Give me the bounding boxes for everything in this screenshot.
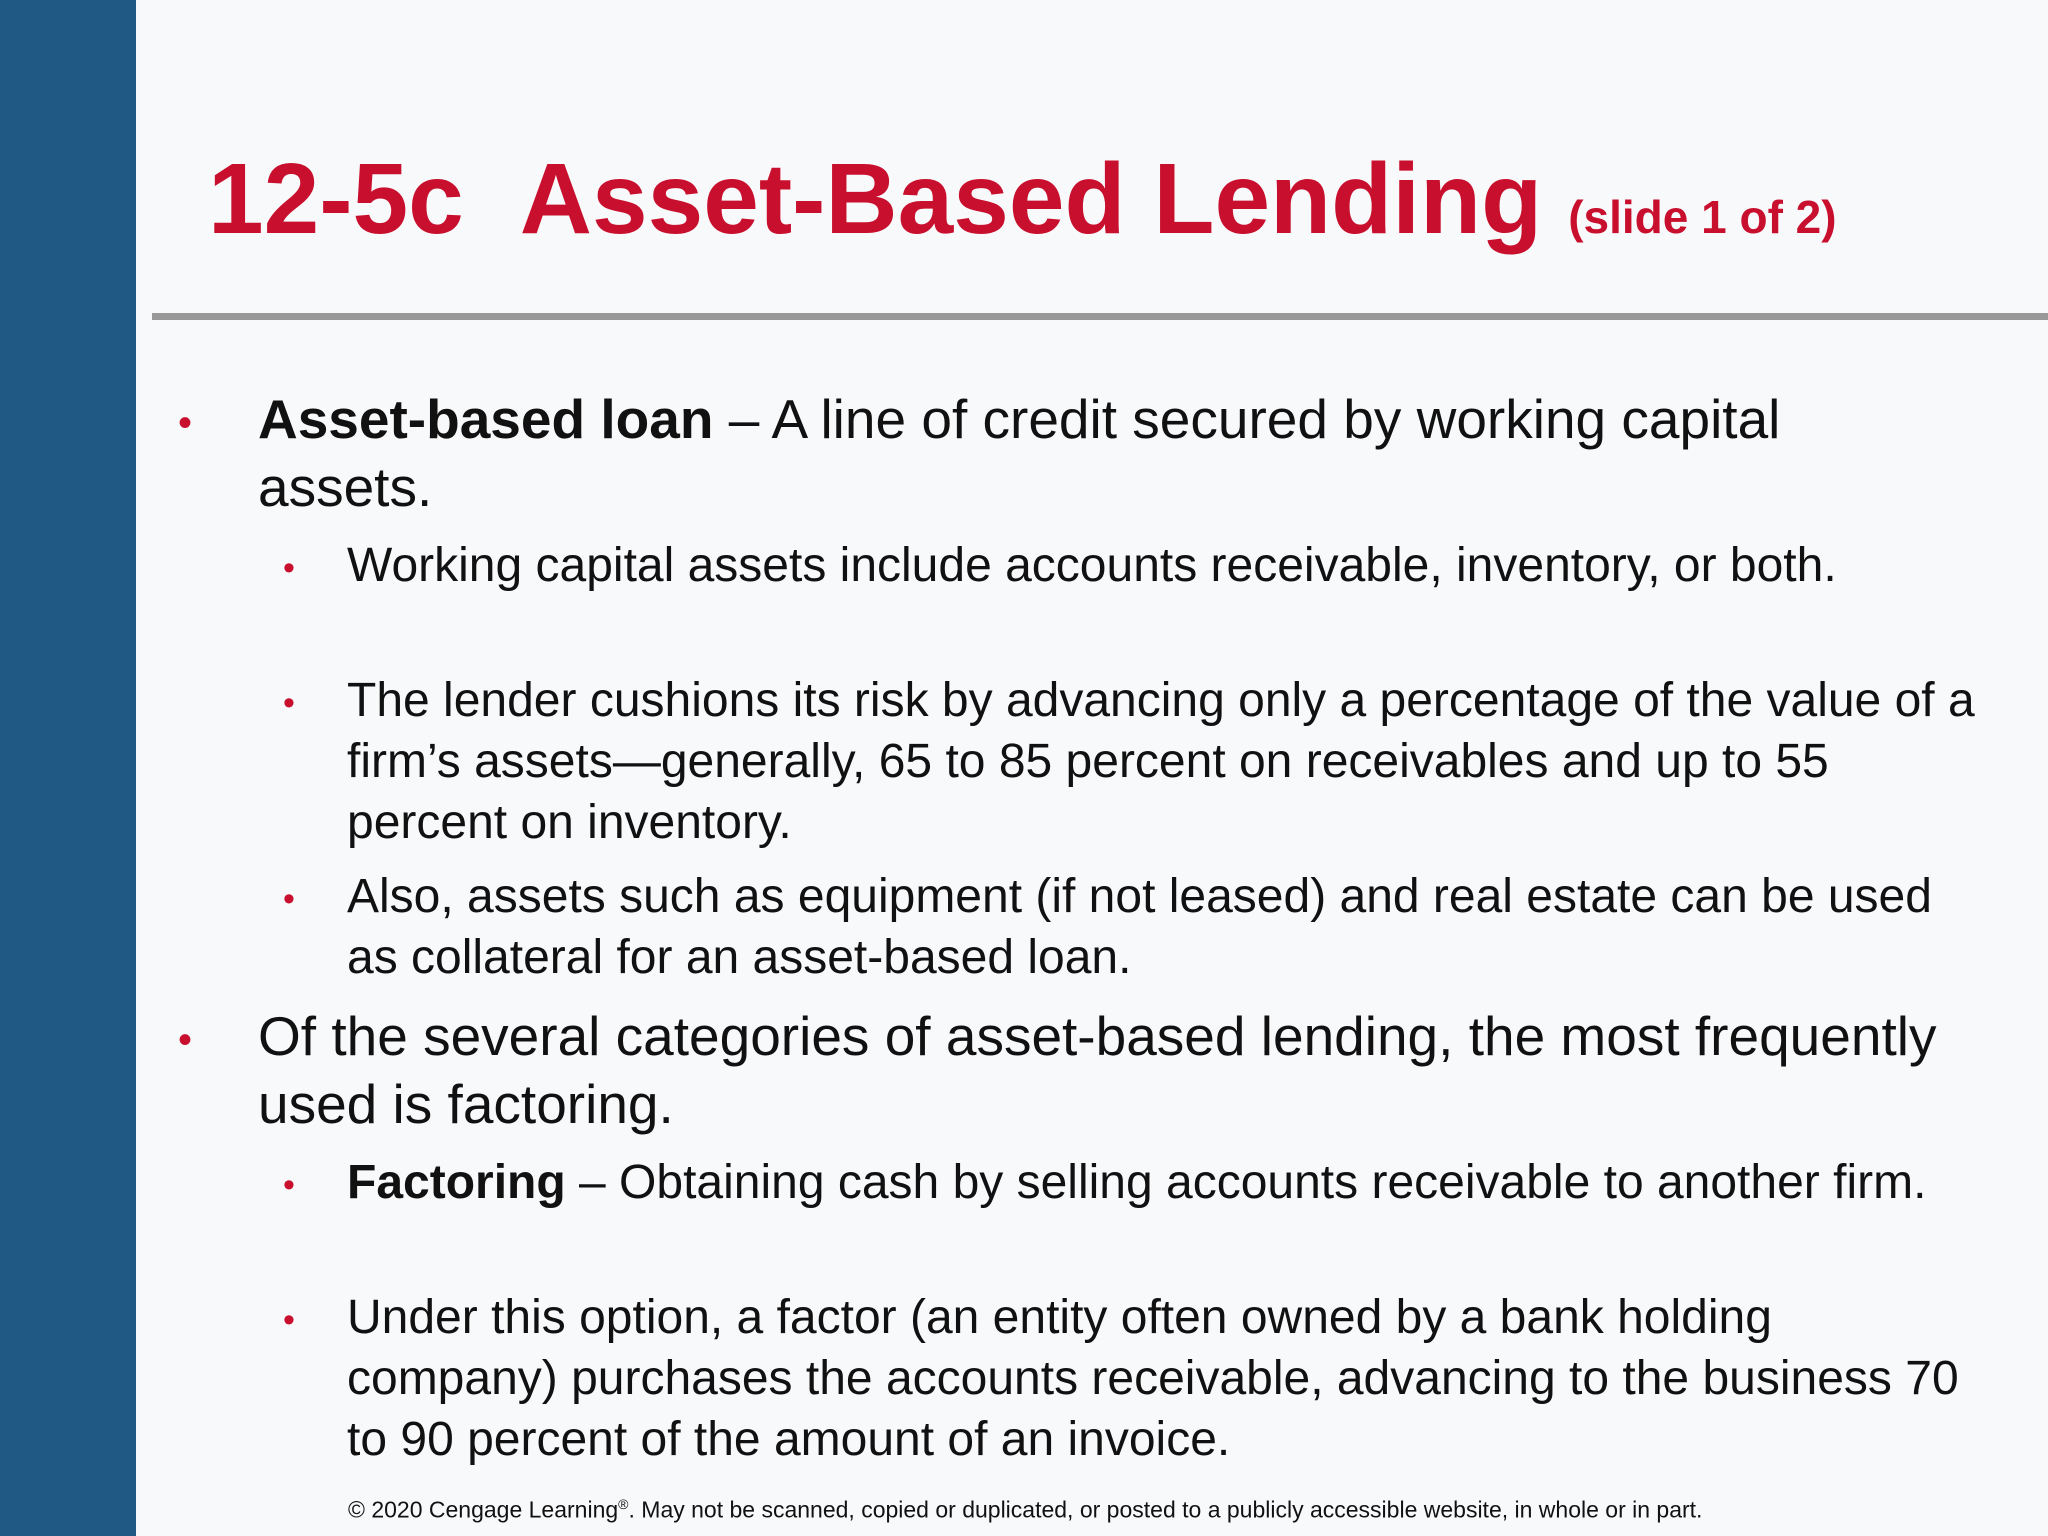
term-asset-based-loan: Asset-based loan — [258, 388, 714, 450]
sub-bullet-other-collateral: Also, assets such as equipment (if not leased) and real estate can be used as collateral for an asset-based loan. — [347, 870, 1932, 984]
sub-bullet-dot: • — [283, 1166, 295, 1204]
bullet-dot: • — [178, 1018, 193, 1062]
copyright-footer — [348, 1496, 1702, 1524]
sub-bullet-dot: • — [283, 549, 295, 587]
copyright-notice-start: © 2020 Cengage Learning — [348, 1496, 619, 1523]
title-slide-counter: (slide 1 of 2) — [1568, 191, 1837, 243]
sub-bullet-factor-purchase: Under this option, a factor (an entity often owned by a bank holding company) purchases the accounts receivable, advancing to the business 70 to 90 percent of the amount of an invoice. — [347, 1291, 1959, 1466]
bullet-asset-based-loan — [258, 385, 1958, 521]
definition-factoring: – Obtaining cash by selling accounts receivable to another firm. — [565, 1156, 1927, 1209]
sub-bullet-dot: • — [283, 684, 295, 722]
term-factoring: Factoring — [347, 1156, 566, 1209]
sub-bullet-lender-cushions-risk: The lender cushions its risk by advancing only a percentage of the value of a firm’s assets—generally, 65 to 85 percent on receivables and up to 55 percent on inventory. — [347, 674, 1975, 849]
title-section-code: 12-5c — [208, 143, 464, 255]
registered-mark: ® — [618, 1496, 629, 1512]
bullet-dot: • — [178, 401, 193, 445]
sub-bullet-dot: • — [283, 880, 295, 918]
definition-asset-based-loan: – A line of credit secured by working capital assets. — [258, 388, 1781, 518]
sub-bullet-factoring-definition — [347, 1152, 1987, 1213]
title-divider — [152, 313, 2048, 320]
sub-bullet-dot: • — [283, 1301, 295, 1339]
bullet-categories-factoring: Of the several categories of asset-based lending, the most frequently used is factoring. — [258, 1005, 1937, 1135]
title-main: Asset-Based Lending — [519, 143, 1543, 255]
sub-bullet-working-capital-assets: Working capital assets include accounts receivable, inventory, or both. — [347, 539, 1837, 592]
slide-title — [208, 142, 1837, 257]
side-accent-bar — [0, 0, 136, 1536]
copyright-notice-end: . May not be scanned, copied or duplicated, or posted to a publicly accessible website, in whole or in part. — [628, 1496, 1703, 1523]
